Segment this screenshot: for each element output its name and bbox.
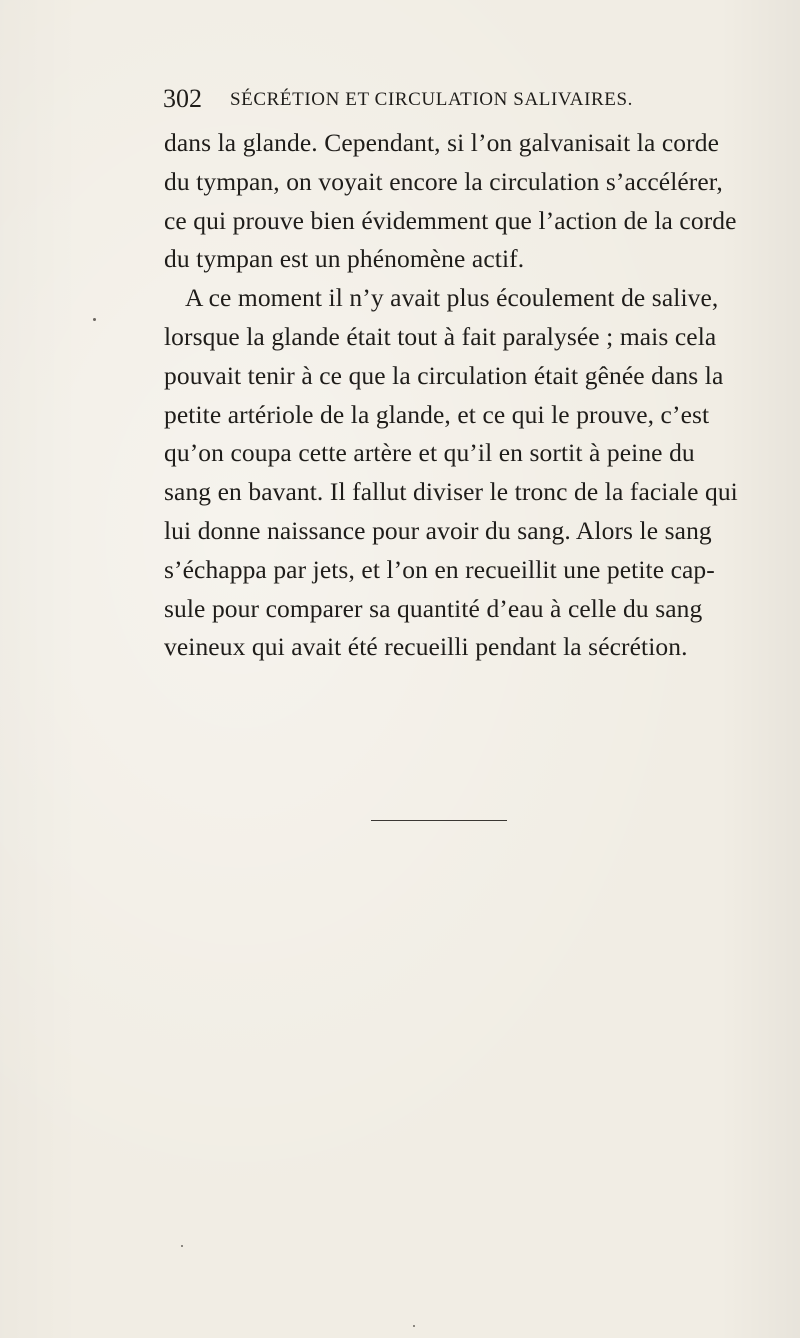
body-text xyxy=(164,124,792,667)
page-number: 302 xyxy=(163,84,202,113)
text-line: s’échappa par jets, et l’on en recueillit une petite cap- xyxy=(164,554,715,584)
text-line: ce qui prouve bien évidemment que l’action de la corde xyxy=(164,205,737,235)
text-line: lui donne naissance pour avoir du sang. Alors le sang xyxy=(164,515,712,545)
paper-speck xyxy=(413,1325,415,1327)
text-line: pouvait tenir à ce que la circulation était gênée dans la xyxy=(164,360,724,390)
text-line: dans la glande. Cependant, si l’on galvanisait la corde xyxy=(164,128,719,157)
text-line: petite artériole de la glande, et ce qui le prouve, c’est xyxy=(164,399,710,429)
running-head xyxy=(163,84,663,114)
paper-speck xyxy=(181,1245,183,1247)
paper-speck xyxy=(93,318,96,321)
paragraph-start-line: A ce moment il n’y avait plus écoulement de salive, xyxy=(185,283,719,313)
text-line: sule pour comparer sa quantité d’eau à celle du sang xyxy=(164,593,703,623)
end-rule xyxy=(371,820,507,821)
text-line: qu’on coupa cette artère et qu’il en sortit à peine du xyxy=(164,438,695,468)
text-line: veineux qui avait été recueilli pendant la sécrétion. xyxy=(164,632,688,662)
text-line: sang en bavant. Il fallut diviser le tronc de la faciale qui xyxy=(164,477,738,507)
text-line: du tympan, on voyait encore la circulation s’accélérer, xyxy=(164,166,723,196)
text-line: lorsque la glande était tout à fait paralysée ; mais cela xyxy=(164,321,717,351)
running-head-title: SÉCRÉTION ET CIRCULATION SALIVAIRES. xyxy=(230,89,634,110)
text-line: du tympan est un phénomène actif. xyxy=(164,244,525,274)
